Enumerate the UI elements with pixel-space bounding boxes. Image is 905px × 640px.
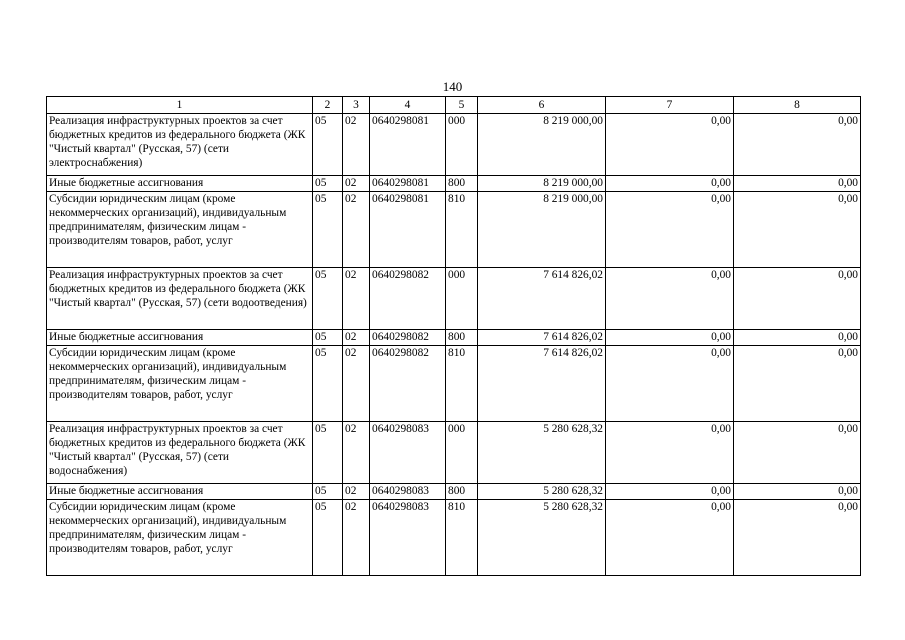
section-code: 05 — [313, 330, 343, 346]
table-row — [47, 330, 861, 346]
table-row — [47, 176, 861, 192]
table-row — [47, 268, 861, 330]
expense-name: Реализация инфраструктурных проектов за счет бюджетных кредитов из федерального бюджета (ЖК "Чистый квартал" (Русская, 57) (сети водоснабжения) — [47, 422, 313, 484]
subsection-code: 02 — [343, 114, 370, 176]
table-row — [47, 346, 861, 422]
amount-col8: 0,00 — [734, 114, 861, 176]
expense-type-code: 810 — [446, 500, 478, 576]
subsection-code: 02 — [343, 500, 370, 576]
section-code: 05 — [313, 114, 343, 176]
target-article-code: 0640298083 — [370, 484, 446, 500]
amount-col8: 0,00 — [734, 192, 861, 268]
target-article-code: 0640298081 — [370, 192, 446, 268]
table-row — [47, 500, 861, 576]
column-header: 1 — [47, 97, 313, 114]
subsection-code: 02 — [343, 176, 370, 192]
amount-col7: 0,00 — [606, 268, 734, 330]
subsection-code: 02 — [343, 330, 370, 346]
amount-col8: 0,00 — [734, 268, 861, 330]
column-header: 7 — [606, 97, 734, 114]
column-header: 5 — [446, 97, 478, 114]
table-row — [47, 114, 861, 176]
expense-name: Иные бюджетные ассигнования — [47, 484, 313, 500]
target-article-code: 0640298081 — [370, 114, 446, 176]
amount-col8: 0,00 — [734, 500, 861, 576]
amount-col6: 5 280 628,32 — [478, 422, 606, 484]
amount-col6: 8 219 000,00 — [478, 176, 606, 192]
column-header: 8 — [734, 97, 861, 114]
column-header: 2 — [313, 97, 343, 114]
column-header: 6 — [478, 97, 606, 114]
amount-col6: 8 219 000,00 — [478, 114, 606, 176]
expense-name: Реализация инфраструктурных проектов за счет бюджетных кредитов из федерального бюджета (ЖК "Чистый квартал" (Русская, 57) (сети водоотведения) — [47, 268, 313, 330]
amount-col8: 0,00 — [734, 330, 861, 346]
expense-type-code: 810 — [446, 346, 478, 422]
section-code: 05 — [313, 268, 343, 330]
expense-type-code: 810 — [446, 192, 478, 268]
expense-name: Субсидии юридическим лицам (кроме некоммерческих организаций), индивидуальным предпринимателям, физическим лицам - производителям товаров, работ, услуг — [47, 500, 313, 576]
target-article-code: 0640298082 — [370, 268, 446, 330]
amount-col6: 7 614 826,02 — [478, 346, 606, 422]
target-article-code: 0640298083 — [370, 500, 446, 576]
target-article-code: 0640298082 — [370, 330, 446, 346]
expense-name: Иные бюджетные ассигнования — [47, 330, 313, 346]
amount-col7: 0,00 — [606, 330, 734, 346]
amount-col7: 0,00 — [606, 192, 734, 268]
amount-col8: 0,00 — [734, 422, 861, 484]
table-row — [47, 422, 861, 484]
expense-type-code: 000 — [446, 422, 478, 484]
amount-col7: 0,00 — [606, 176, 734, 192]
column-header: 4 — [370, 97, 446, 114]
column-header: 3 — [343, 97, 370, 114]
expense-name: Субсидии юридическим лицам (кроме некоммерческих организаций), индивидуальным предпринимателям, физическим лицам - производителям товаров, работ, услуг — [47, 192, 313, 268]
expense-name: Субсидии юридическим лицам (кроме некоммерческих организаций), индивидуальным предпринимателям, физическим лицам - производителям товаров, работ, услуг — [47, 346, 313, 422]
expense-type-code: 800 — [446, 484, 478, 500]
subsection-code: 02 — [343, 268, 370, 330]
expense-type-code: 000 — [446, 268, 478, 330]
amount-col6: 7 614 826,02 — [478, 330, 606, 346]
amount-col6: 8 219 000,00 — [478, 192, 606, 268]
budget-table — [46, 96, 861, 576]
amount-col7: 0,00 — [606, 346, 734, 422]
amount-col8: 0,00 — [734, 346, 861, 422]
expense-name: Иные бюджетные ассигнования — [47, 176, 313, 192]
amount-col8: 0,00 — [734, 176, 861, 192]
expense-name: Реализация инфраструктурных проектов за счет бюджетных кредитов из федерального бюджета (ЖК "Чистый квартал" (Русская, 57) (сети электроснабжения) — [47, 114, 313, 176]
section-code: 05 — [313, 422, 343, 484]
table-row — [47, 484, 861, 500]
subsection-code: 02 — [343, 346, 370, 422]
target-article-code: 0640298082 — [370, 346, 446, 422]
amount-col6: 5 280 628,32 — [478, 484, 606, 500]
amount-col8: 0,00 — [734, 484, 861, 500]
target-article-code: 0640298081 — [370, 176, 446, 192]
subsection-code: 02 — [343, 422, 370, 484]
amount-col7: 0,00 — [606, 114, 734, 176]
amount-col6: 5 280 628,32 — [478, 500, 606, 576]
header-row — [47, 97, 861, 114]
table-row — [47, 192, 861, 268]
expense-type-code: 800 — [446, 330, 478, 346]
subsection-code: 02 — [343, 192, 370, 268]
subsection-code: 02 — [343, 484, 370, 500]
expense-type-code: 000 — [446, 114, 478, 176]
page-number: 140 — [442, 79, 463, 94]
section-code: 05 — [313, 500, 343, 576]
section-code: 05 — [313, 346, 343, 422]
expense-type-code: 800 — [446, 176, 478, 192]
amount-col7: 0,00 — [606, 500, 734, 576]
section-code: 05 — [313, 192, 343, 268]
amount-col7: 0,00 — [606, 422, 734, 484]
target-article-code: 0640298083 — [370, 422, 446, 484]
amount-col6: 7 614 826,02 — [478, 268, 606, 330]
section-code: 05 — [313, 484, 343, 500]
section-code: 05 — [313, 176, 343, 192]
amount-col7: 0,00 — [606, 484, 734, 500]
